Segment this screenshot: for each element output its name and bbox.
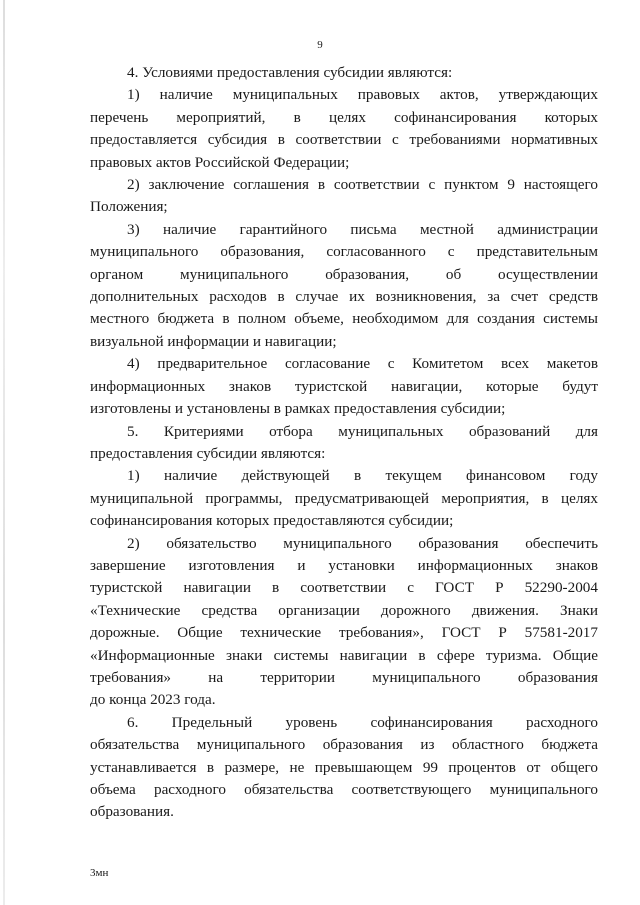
scan-edge [3,0,5,905]
text-line: предоставления субсидии являются: [90,444,326,462]
text-line: информационных знаков туристской навигации, которые будут [90,377,598,395]
text-line: образования. [90,803,174,821]
text-line: изготовлены и установлены в рамках предоставления субсидии; [90,400,506,418]
text-line: «Технические средства организации дорожного движения. Знаки [90,601,598,619]
text-line: 3) наличие гарантийного письма местной администрации [127,220,598,238]
paragraph [90,353,598,420]
text-line: перечень мероприятий, в целях софинансирования которых [90,108,598,126]
paragraph [90,62,598,84]
text-line: 1) наличие муниципальных правовых актов, утверждающих [127,86,598,104]
text-line: требования» на территории муниципального образования [90,668,598,686]
text-line: завершение изготовления и установки информационных знаков [90,556,598,574]
text-line: до конца 2023 года. [90,691,216,709]
text-line: туристской навигации в соответствии с ГОСТ Р 52290-2004 [90,579,598,597]
text-line: правовых актов Российской Федерации; [90,153,350,171]
paragraph [90,712,598,824]
paragraph [90,84,598,174]
text-line: софинансирования которых предоставляются субсидии; [90,512,454,530]
text-line: предоставляется субсидия в соответствии с требованиями нормативных [90,131,598,149]
paragraph [90,465,598,532]
text-line: устанавливается в размере, не превышающем 99 процентов от общего [90,758,598,776]
text-line: дорожные. Общие технические требования», ГОСТ Р 57581-2017 [90,624,598,642]
paragraph [90,219,598,353]
text-line: 2) обязательство муниципального образования обеспечить [127,534,598,552]
text-line: обязательства муниципального образования из областного бюджета [90,736,598,754]
paragraph [90,533,598,712]
text-line: 4. Условиями предоставления субсидии являются: [127,64,453,81]
text-line: муниципального образования, согласованного с представительным [90,243,598,261]
paragraph [90,174,598,219]
text-line: Положения; [90,198,168,216]
text-line: муниципальной программы, предусматривающей мероприятия, в целях [90,489,598,507]
text-line: «Информационные знаки системы навигации в сфере туризма. Общие [90,646,598,664]
text-line: визуальной информации и навигации; [90,332,337,350]
text-line: органом муниципального образования, об осуществлении [90,265,598,283]
page-number: 9 [317,39,323,51]
document-body [90,62,598,824]
text-line: 5. Критериями отбора муниципальных образований для [127,422,598,440]
footer-mark: 3мн [90,867,109,879]
text-line: местного бюджета в полном объеме, необходимом для создания системы [90,310,598,328]
text-line: 1) наличие действующей в текущем финансовом году [127,467,598,485]
text-line: 4) предварительное согласование с Комитетом всех макетов [127,355,598,373]
text-line: 2) заключение соглашения в соответствии с пунктом 9 настоящего [127,176,598,194]
text-line: дополнительных расходов в случае их возникновения, за счет средств [90,288,598,306]
paragraph [90,421,598,466]
text-line: 6. Предельный уровень софинансирования расходного [127,713,598,731]
text-line: объема расходного обязательства соответствующего муниципального [90,781,598,798]
